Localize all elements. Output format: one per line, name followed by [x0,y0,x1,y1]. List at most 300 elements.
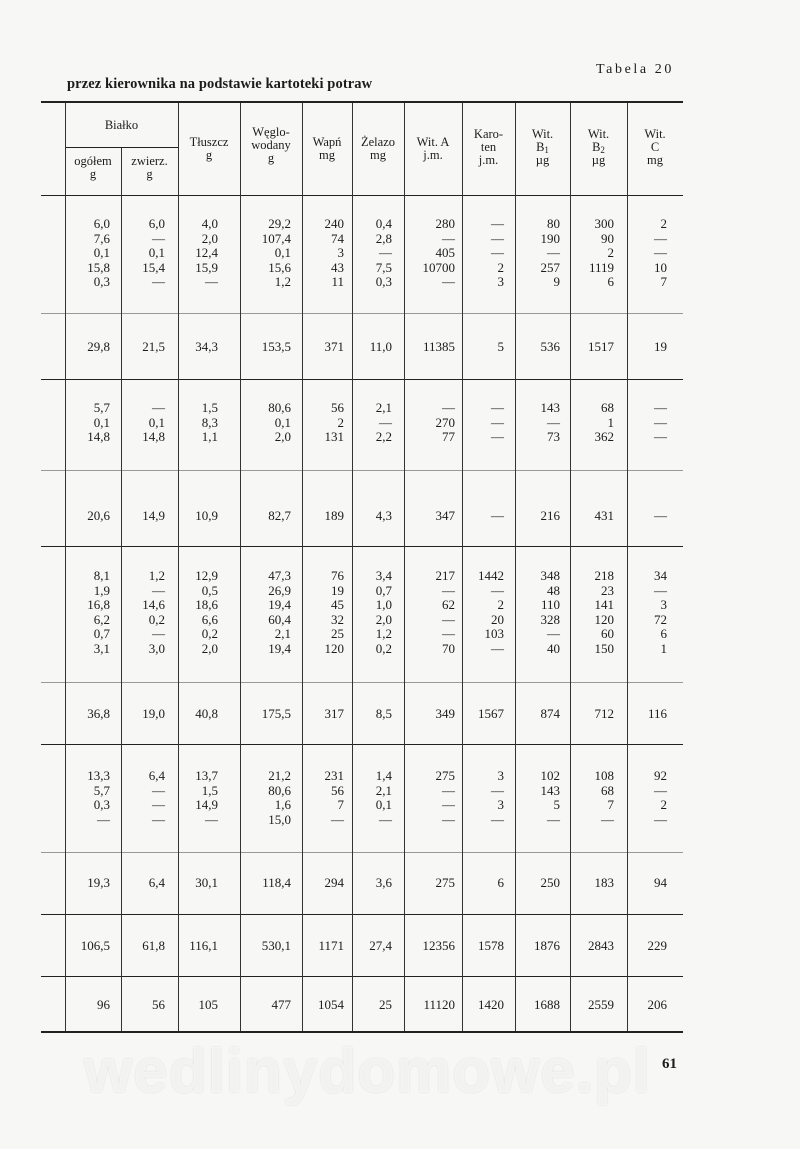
group1-total-witb2: 1517 [588,339,614,354]
group1-col-zelazo [376,217,392,290]
header-karoten: Karo- ten j.m. [473,127,504,167]
group2-total-weglowodany: 82,7 [268,508,291,523]
table-cell: 2,8 [375,230,392,246]
table-cell: 3 [337,245,344,260]
group1-col-wapn [325,217,345,290]
table-cell: 7 [607,797,614,812]
table-cell: 6,4 [148,768,165,783]
table-cell: 257 [540,259,560,275]
group3-col-witb1 [541,569,561,656]
group3-total-wita: 349 [435,706,455,721]
norm-zwierz: 56 [152,997,165,1012]
group1-total-wita: 11385 [422,339,455,354]
col-line-5 [352,103,353,1031]
table-bottom-border [41,1031,683,1033]
grand-total-witc: 229 [647,938,667,953]
table-cell: 1,5 [201,400,218,415]
group3-col-wita [436,569,456,656]
table-cell: — [152,811,165,827]
group2-total-karoten: — [491,508,504,523]
table-cell: 4,0 [201,216,218,231]
table-cell: 0,1 [148,414,165,430]
table-cell: 3,4 [375,568,392,583]
group2-col-witb2 [595,401,615,445]
table-cell: — [654,230,667,246]
table-cell: 2 [337,414,344,430]
table-cell: 11 [331,274,344,289]
grand-total-zwierz: 61,8 [142,938,165,953]
table-cell: 60 [601,626,614,641]
table-cell: 1,6 [274,797,291,812]
table-cell: — [379,811,392,827]
group3-total-zelazo: 8,5 [375,706,392,721]
table-cell: 15,9 [195,259,218,275]
table-cell: 0,5 [201,582,218,598]
header-ogolem: ogółem g [74,154,112,181]
table-cell: 1,2 [274,274,291,289]
table-cell: 0,2 [148,611,165,627]
header-wita: Wit. A j.m. [416,135,450,162]
group4-col-witb2 [595,769,615,827]
table-cell: 7,6 [93,230,110,246]
table-cell: 6,2 [93,611,110,627]
group2-col-witb1 [541,401,561,445]
table-cell: 5,7 [93,782,110,798]
table-cell: 15,0 [268,811,291,827]
table-cell: — [547,245,560,260]
group4-col-witc [654,769,667,827]
table-cell: 2 [497,259,504,275]
group4-total-witb2: 183 [594,875,614,890]
table-cell: 0,1 [375,797,392,812]
group1-col-witb2 [589,217,614,290]
table-cell: 300 [594,216,614,231]
table-cell: 2,1 [375,400,392,415]
table-cell: 19 [331,582,344,598]
table-cell: 7,5 [375,259,392,275]
table-cell: 3,0 [148,640,165,656]
table-cell: 405 [435,245,455,260]
page-number: 61 [662,1056,677,1072]
grand-total-wapn: 1171 [318,938,344,953]
table-cell: 143 [540,782,560,798]
table-cell: — [152,230,165,246]
table-cell: 73 [547,429,560,444]
table-cell: — [547,626,560,641]
group2-col-wapn [325,401,345,445]
header-bottom-border [41,195,683,196]
table-cell: 10 [654,259,667,275]
norm-zelazo: 25 [379,997,392,1012]
table-cell: 68 [601,400,614,415]
table-cell: 0,3 [93,797,110,812]
table-cell: — [491,414,504,430]
norm-karoten: 1420 [478,997,504,1012]
group1-total-weglowodany: 153,5 [261,339,291,354]
group2-total-wapn: 189 [324,508,344,523]
table-cell: 15,4 [142,259,165,275]
table-cell: — [654,400,667,415]
table-cell: 110 [540,597,560,612]
table-cell: — [442,400,455,415]
table-cell: 0,1 [148,245,165,260]
table-cell: 280 [435,216,455,231]
table-cell: 3 [497,274,504,289]
group1-col-tluszcz [195,217,218,290]
group1-total-zwierz: 21,5 [142,339,165,354]
group4-total-zelazo: 3,6 [375,875,392,890]
group4-total-tluszcz: 30,1 [195,875,218,890]
group1-total-wapn: 371 [324,339,344,354]
table-cell: 80 [547,216,560,231]
table-cell: — [331,811,344,827]
group1-total-tluszcz: 34,3 [195,339,218,354]
norm-witc: 206 [647,997,667,1012]
group1-end [41,379,683,380]
table-cell: 2,1 [375,782,392,798]
table-cell: — [442,811,455,827]
table-cell: 362 [594,429,614,444]
table-cell: 10700 [422,259,455,275]
table-cell: — [152,274,165,289]
table-cell: 74 [331,230,344,246]
col-line-3 [240,103,241,1031]
table-cell: 77 [442,429,455,444]
table-cell: 231 [324,768,344,783]
group1-col-ogolem [87,217,110,290]
table-cell: 0,2 [201,626,218,641]
table-cell: 70 [442,640,455,656]
table-cell: 1,5 [201,782,218,798]
watermark: wedlinydomowe.pl [84,1037,652,1106]
table-cell: 8,1 [93,568,110,583]
table-cell: 7 [660,274,667,289]
table-cell: 0,3 [375,274,392,289]
grand-total-karoten: 1578 [478,938,504,953]
grand-total-weglowodany: 530,1 [261,938,291,953]
table-cell: — [379,414,392,430]
norm-wapn: 1054 [318,997,344,1012]
table-cell: — [442,797,455,812]
table-cell: 68 [601,782,614,798]
header-witb2: Wit. $B_2$ µg [587,127,610,167]
table-cell: 108 [594,768,614,783]
table-cell: 1,0 [375,597,392,612]
table-cell: 34 [654,568,667,583]
norm-weglowodany: 477 [271,997,291,1012]
table-cell: 275 [435,768,455,783]
norm-witb2: 2559 [588,997,614,1012]
table-cell: 48 [547,582,560,598]
table-cell: 6,0 [93,216,110,231]
table-cell: — [491,400,504,415]
table-cell: 240 [324,216,344,231]
group1-col-wita [423,217,456,290]
group1-total-karoten: 5 [497,339,504,354]
col-line-8 [515,103,516,1031]
table-cell: 12,9 [195,568,218,583]
group4-total-ogolem: 19,3 [87,875,110,890]
group3-col-witc [654,569,667,656]
table-cell: 25 [331,626,344,641]
table-cell: — [152,626,165,641]
header-witc: Wit. C mg [644,127,666,167]
page-heading: przez kierownika na podstawie kartoteki potraw [67,76,373,92]
col-line-9 [570,103,571,1031]
table-cell: — [654,811,667,827]
col-line-1 [121,148,122,1031]
table-cell: 131 [324,429,344,444]
group1-col-weglowodany [262,217,291,290]
group3-end [41,744,683,745]
table-cell: — [654,414,667,430]
table-cell: 1442 [478,568,504,583]
group4-total-witc: 94 [654,875,667,890]
header-bialko: Białko [104,118,139,132]
table-cell: 56 [331,400,344,415]
table-cell: 1,4 [375,768,392,783]
header-weglowodany: Węglo- wodany g [251,125,291,165]
table-cell: 2 [607,245,614,260]
table-cell: 2,0 [375,611,392,627]
table-cell: 12,4 [195,245,218,260]
table-cell: 26,9 [268,582,291,598]
table-cell: — [442,782,455,798]
table-cell: 0,2 [375,640,392,656]
group2-total-ogolem: 20,6 [87,508,110,523]
table-cell: — [491,640,504,656]
table-cell: — [442,274,455,289]
table-cell: — [152,782,165,798]
group4-total-wita: 275 [435,875,455,890]
table-cell: 20 [491,611,504,627]
header-zwierz: zwierz. g [131,154,168,181]
group4-col-witb1 [541,769,561,827]
table-cell: — [442,582,455,598]
table-cell: 2,0 [274,429,291,444]
group4-total-witb1: 250 [540,875,560,890]
table-cell: 5,7 [93,400,110,415]
table-cell: 13,7 [195,768,218,783]
group3-col-weglowodany [268,569,291,656]
table-cell: 1,9 [93,582,110,598]
header-witb1: Wit. $B_1$ µg [531,127,554,167]
table-cell: 16,8 [87,597,110,612]
table-cell: 60,4 [268,611,291,627]
norm-tluszcz: 105 [198,997,218,1012]
group2-col-tluszcz [202,401,218,445]
group1-total-witb1: 536 [540,339,560,354]
header-wapn: Wapń mg [312,135,342,162]
grand-total-zelazo: 27,4 [369,938,392,953]
group3-total-zwierz: 19,0 [142,706,165,721]
group3-col-witb2 [595,569,615,656]
norm-witb1: 1688 [534,997,560,1012]
group2-col-zwierz [142,401,165,445]
table-cell: 23 [601,582,614,598]
col-line-6 [404,103,405,1031]
table-cell: 76 [331,568,344,583]
group3-col-wapn [325,569,345,656]
table-cell: 120 [324,640,344,656]
group3-col-ogolem [87,569,110,656]
table-cell: — [654,429,667,444]
table-cell: — [547,811,560,827]
table-cell: — [547,414,560,430]
table-cell: 3,1 [93,640,110,656]
table-cell: 2,0 [201,230,218,246]
table-cell: 8,3 [201,414,218,430]
group1-col-zwierz [142,217,165,290]
group4-total-karoten: 6 [497,875,504,890]
table-cell: 102 [540,768,560,783]
table-cell: 56 [331,782,344,798]
table-cell: — [442,626,455,641]
col-line-4 [302,103,303,1031]
group4-rule [41,852,683,853]
group4-col-zwierz [149,769,165,827]
table-cell: 15,6 [268,259,291,275]
table-cell: 92 [654,768,667,783]
table-cell: — [491,216,504,231]
group3-total-witb2: 712 [594,706,614,721]
group2-col-weglowodany [268,401,291,445]
table-cell: 1119 [588,259,614,275]
table-cell: 15,8 [87,259,110,275]
table-cell: 29,2 [268,216,291,231]
group4-col-tluszcz [195,769,218,827]
table-cell: 270 [435,414,455,430]
col-line-0 [65,103,66,1031]
table-cell: — [205,811,218,827]
table-cell: 103 [484,626,504,641]
table-cell: 107,4 [261,230,291,246]
group3-col-tluszcz [195,569,218,656]
header-zelazo: Żelazo mg [360,135,395,162]
group2-col-witc [654,401,667,445]
table-cell: 0,1 [274,414,291,430]
group2-total-witc: — [654,508,667,523]
group2-total-zelazo: 4,3 [375,508,392,523]
group4-total-zwierz: 6,4 [148,875,165,890]
table-cell: 3 [660,597,667,612]
group4-col-karoten [491,769,504,827]
col-line-2 [178,103,179,1031]
group2-col-wita [436,401,456,445]
table-cell: 0,1 [274,245,291,260]
table-cell: 32 [331,611,344,627]
group2-total-zwierz: 14,9 [142,508,165,523]
table-cell: 3 [497,768,504,783]
table-cell: 6 [607,274,614,289]
table-cell: — [491,230,504,246]
table-cell: 217 [435,568,455,583]
table-cell: — [491,782,504,798]
table-cell: 2 [660,216,667,231]
group4-col-wapn [325,769,345,827]
table-cell: 1 [660,640,667,656]
group4-col-wita [436,769,456,827]
table-cell: 14,8 [142,429,165,444]
group3-total-wapn: 317 [324,706,344,721]
table-cell: 13,3 [87,768,110,783]
table-cell: 21,2 [268,768,291,783]
table-cell: 14,9 [195,797,218,812]
table-cell: 328 [540,611,560,627]
group2-col-ogolem [87,401,110,445]
table-cell: 14,8 [87,429,110,444]
norm-wita: 11120 [423,997,455,1012]
table-cell: 0,4 [375,216,392,231]
group3-rule [41,682,683,683]
table-cell: — [491,811,504,827]
grand-total-tluszcz: 116,1 [189,938,218,953]
group4-col-weglowodany [268,769,291,827]
group1-col-karoten [491,217,504,290]
col-line-7 [462,103,463,1031]
table-cell: 62 [442,597,455,612]
table-cell: 150 [594,640,614,656]
table-cell: 90 [601,230,614,246]
table-cell: 43 [331,259,344,275]
table-cell: 0,1 [93,245,110,260]
table-cell: 190 [540,230,560,246]
table-cell: 2 [660,797,667,812]
table-cell: 3 [497,797,504,812]
group2-col-karoten [491,401,504,445]
table-cell: 2,1 [274,626,291,641]
table-cell: 348 [540,568,560,583]
table-cell: 40 [547,640,560,656]
group1-total-ogolem: 29,8 [87,339,110,354]
table-cell: — [491,582,504,598]
table-top-border [41,101,683,103]
table-cell: 0,7 [93,626,110,641]
table-cell: 2 [497,597,504,612]
table-cell: — [442,611,455,627]
group4-end [41,914,683,915]
table-cell: 14,6 [142,597,165,612]
group2-total-wita: 347 [435,508,455,523]
group3-total-witc: 116 [647,706,667,721]
table-cell: — [442,230,455,246]
table-cell: 45 [331,597,344,612]
table-cell: — [601,811,614,827]
table-cell: 6 [660,626,667,641]
group3-col-zwierz [142,569,165,656]
group2-total-witb2: 431 [594,508,614,523]
group4-total-weglowodany: 118,4 [262,875,291,890]
group1-rule [41,313,683,314]
table-cell: 143 [540,400,560,415]
table-cell: — [654,245,667,260]
table-cell: — [205,274,218,289]
table-cell: 18,6 [195,597,218,612]
group3-total-karoten: 1567 [478,706,504,721]
group1-col-witc [654,217,667,290]
table-cell: — [491,245,504,260]
table-cell: 0,7 [375,582,392,598]
group2-total-witb1: 216 [540,508,560,523]
table-cell: 6,0 [148,216,165,231]
table-cell: 0,1 [93,414,110,430]
grand-total-wita: 12356 [422,938,455,953]
table-cell: 1,1 [201,429,218,444]
table-cell: — [654,582,667,598]
grandtotal-end [41,976,683,977]
table-cell: — [152,797,165,812]
table-cell: 19,4 [268,640,291,656]
